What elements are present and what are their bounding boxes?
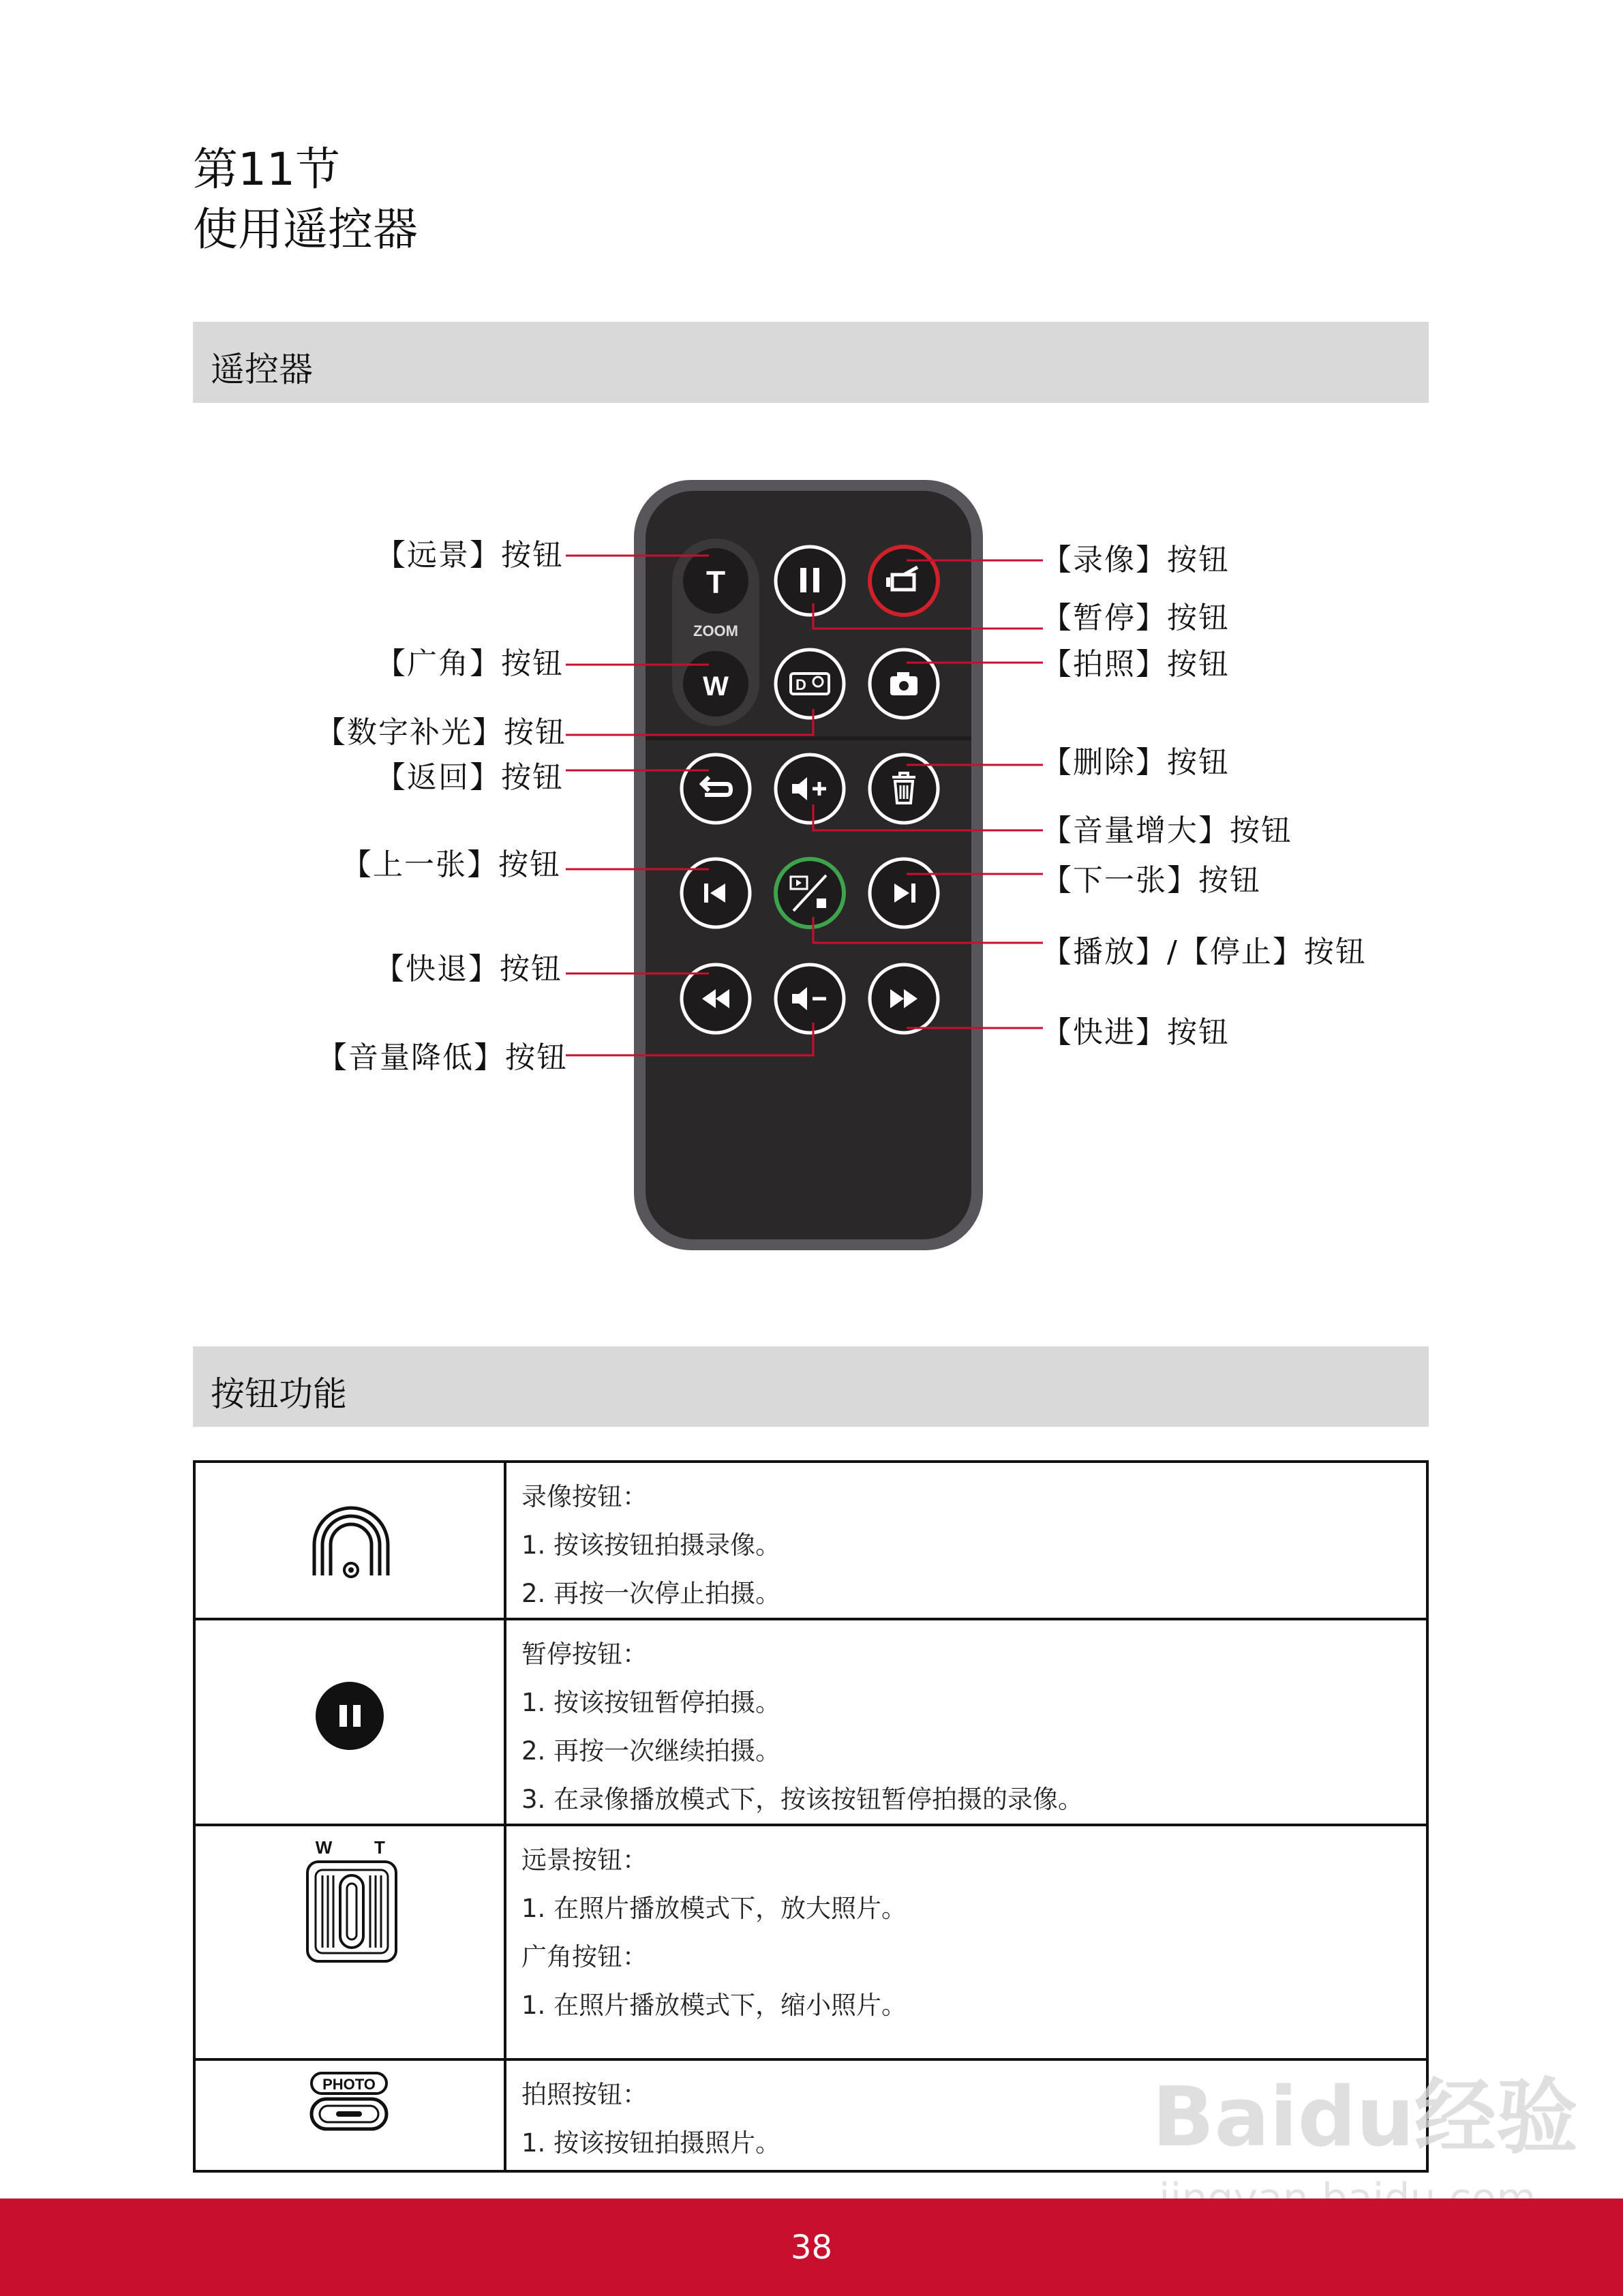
zoom-t-label: T: [374, 1837, 385, 1858]
callout-pause: 【暂停】按钮: [1042, 601, 1230, 635]
text-cell: [505, 1462, 1427, 1619]
tele-key-label: T: [706, 564, 726, 600]
section-number: 第11节: [193, 143, 340, 196]
zoom-rocker-icon: [196, 1826, 504, 2055]
remote-section-heading: 遥控器: [211, 350, 313, 389]
table-row: [194, 1825, 1427, 2059]
section-title: 使用遥控器: [193, 203, 418, 256]
callout-volume-down: 【音量降低】按钮: [317, 1040, 568, 1075]
callout-play-stop: 【播放】/【停止】按钮: [1042, 935, 1367, 969]
function-line: 1. 在照片播放模式下，缩小照片。: [521, 1991, 907, 2020]
fast-forward-button: [870, 965, 938, 1033]
play-stop-button: [776, 859, 844, 927]
functions-section-heading-bar: [193, 1346, 1429, 1427]
svg-text:D: D: [795, 676, 806, 693]
volume-up-button: [776, 755, 844, 823]
watermark-brand: Baidu经验: [1152, 2070, 1578, 2165]
function-line: 1. 在照片播放模式下，放大照片。: [521, 1894, 907, 1923]
icon-cell: [194, 1825, 505, 2059]
tele-button: [683, 548, 748, 614]
callout-record: 【录像】按钮: [1042, 543, 1230, 577]
back-button: [682, 755, 750, 823]
function-title: 远景按钮：: [521, 1845, 648, 1875]
function-title: 广角按钮：: [521, 1942, 648, 1972]
photo-button: [870, 650, 938, 718]
callout-fast-forward: 【快进】按钮: [1042, 1015, 1230, 1050]
functions-section-heading: 按钮功能: [211, 1374, 347, 1414]
icon-cell: [194, 2059, 505, 2171]
function-line: 2. 再按一次停止拍摄。: [521, 1579, 781, 1608]
icon-cell: [194, 1462, 505, 1619]
callout-rewind: 【快退】按钮: [374, 952, 562, 986]
callout-photo: 【拍照】按钮: [1042, 647, 1230, 682]
function-line: 1. 按该按钮暂停拍摄。: [521, 1688, 781, 1717]
rewind-button: [682, 965, 750, 1033]
function-line: 1. 按该按钮拍摄照片。: [521, 2128, 781, 2158]
function-line: 3. 在录像播放模式下，按该按钮暂停拍摄的录像。: [521, 1785, 1084, 1814]
callout-next: 【下一张】按钮: [1042, 863, 1261, 898]
callout-volume-up: 【音量增大】按钮: [1042, 813, 1292, 848]
record-shutter-icon: [196, 1463, 504, 1609]
page-footer: [0, 2199, 1623, 2296]
callout-wide: 【广角】按钮: [376, 646, 564, 681]
callout-previous: 【上一张】按钮: [342, 847, 561, 882]
text-cell: [505, 1619, 1427, 1825]
function-title: 录像按钮：: [521, 1482, 648, 1511]
table-row: [194, 1619, 1427, 1825]
wide-key-label: W: [703, 671, 729, 701]
function-line: 1. 按该按钮拍摄录像。: [521, 1530, 781, 1560]
callout-digital-light: 【数字补光】按钮: [316, 715, 566, 750]
page-number: 38: [790, 2229, 833, 2267]
callout-tele: 【远景】按钮: [376, 538, 564, 573]
pause-icon: [196, 1620, 504, 1814]
function-title: 拍照按钮：: [521, 2080, 648, 2109]
icon-cell: [194, 1619, 505, 1825]
remote-divider: [646, 736, 971, 740]
record-button: [870, 547, 938, 615]
zoom-w-label: W: [315, 1837, 333, 1858]
callout-back: 【返回】按钮: [376, 760, 564, 795]
callout-delete: 【删除】按钮: [1042, 745, 1230, 780]
photo-button-icon: [196, 2061, 504, 2167]
next-button: [870, 859, 938, 927]
photo-label: PHOTO: [322, 2076, 376, 2093]
zoom-label: ZOOM: [693, 622, 738, 639]
text-cell: [505, 1825, 1427, 2059]
volume-down-button: [776, 965, 844, 1033]
wide-button: [683, 651, 748, 716]
function-line: 2. 再按一次继续拍摄。: [521, 1736, 781, 1766]
table-row: [194, 1462, 1427, 1619]
pause-button: [776, 547, 844, 615]
function-title: 暂停按钮：: [521, 1640, 648, 1669]
digital-light-button: [776, 650, 844, 718]
